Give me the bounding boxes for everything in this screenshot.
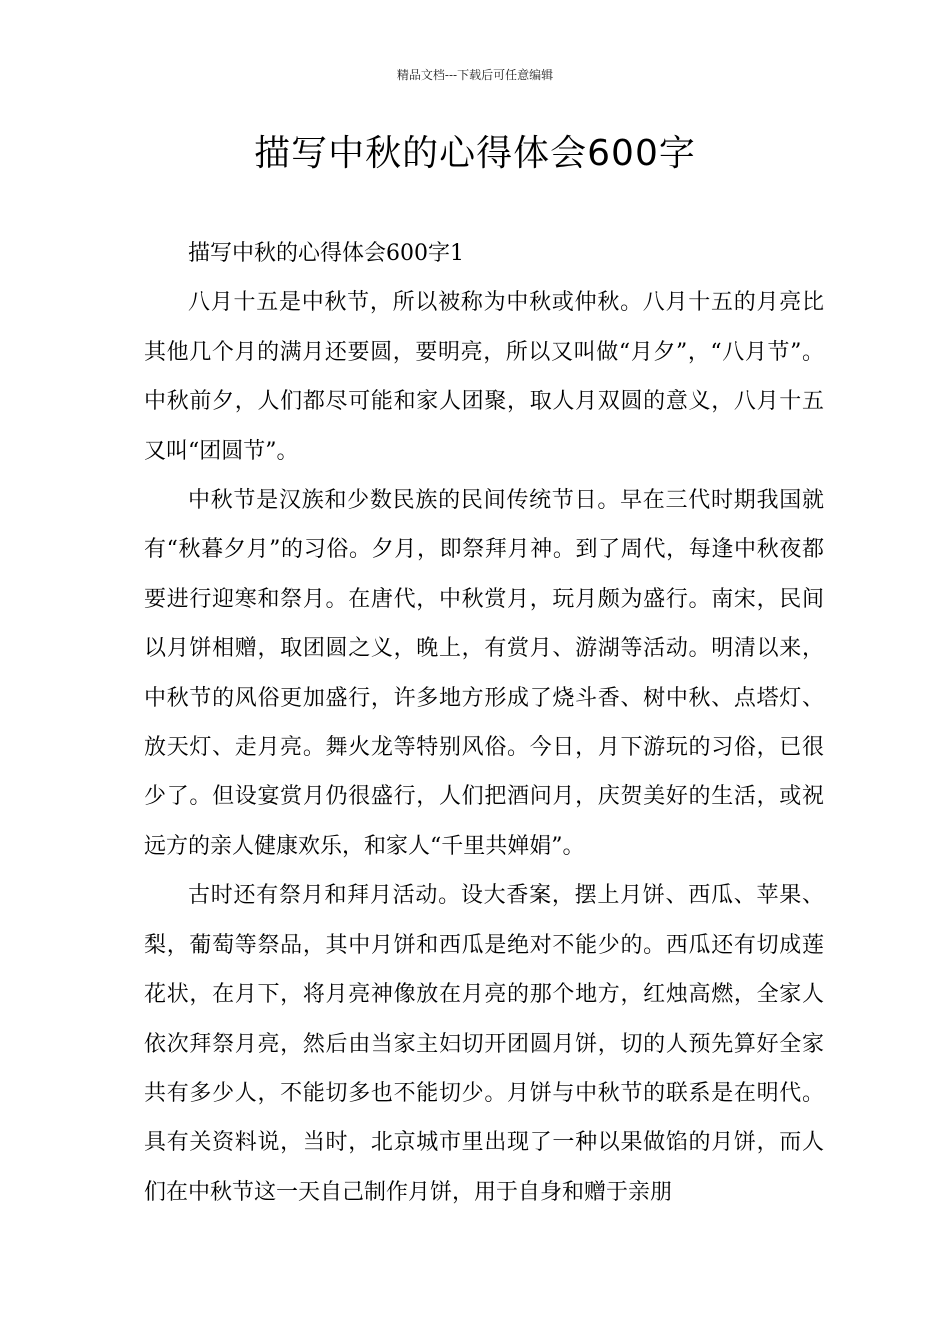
document-title: 描写中秋的心得体会600字 (254, 133, 696, 174)
paragraph-3: 古时还有祭月和拜月活动。设大香案，摆上月饼、西瓜、苹果、梨，葡萄等祭品，其中月饼和西瓜是绝对不能少的。西瓜还有切成莲花状，在月下，将月亮神像放在月亮的那个地方，红烛高燃，全家人依次拜祭月亮，然后由当家主妇切开团圆月饼，切的人预先算好全家共有多少人，不能切多也不能切少。月饼与中秋节的联系是在明代。具有关资料说，当时，北京城市里出现了一种以果做馅的月饼，而人们在中秋节这一天自己制作月饼，用于自身和赠于亲朋 (144, 883, 824, 1205)
paragraph-2: 中秋节是汉族和少数民族的民间传统节日。早在三代时期我国就有“秋暮夕月”的习俗。夕月，即祭拜月神。到了周代，每逢中秋夜都要进行迎寒和祭月。在唐代，中秋赏月，玩月颇为盛行。南宋，民间以月饼相赠，取团圆之义，晚上，有赏月、游湖等活动。明清以来，中秋节的风俗更加盛行，许多地方形成了烧斗香、树中秋、点塔灯、放天灯、走月亮。舞火龙等特别风俗。今日，月下游玩的习俗，已很少了。但设宴赏月仍很盛行，人们把酒问月，庆贺美好的生活，或祝远方的亲人健康欢乐，和家人“千里共婵娟”。 (144, 488, 824, 859)
document-body (144, 229, 824, 1217)
section-heading: 描写中秋的心得体会600字1 (188, 241, 464, 266)
header-note: 精品文档---下载后可任意编辑 (396, 68, 554, 82)
paragraph-1: 八月十五是中秋节，所以被称为中秋或仲秋。八月十五的月亮比其他几个月的满月还要圆，要明亮，所以又叫做“月夕”，“八月节”。中秋前夕，人们都尽可能和家人团聚，取人月双圆的意义，八月十五又叫“团圆节”。 (144, 290, 824, 464)
